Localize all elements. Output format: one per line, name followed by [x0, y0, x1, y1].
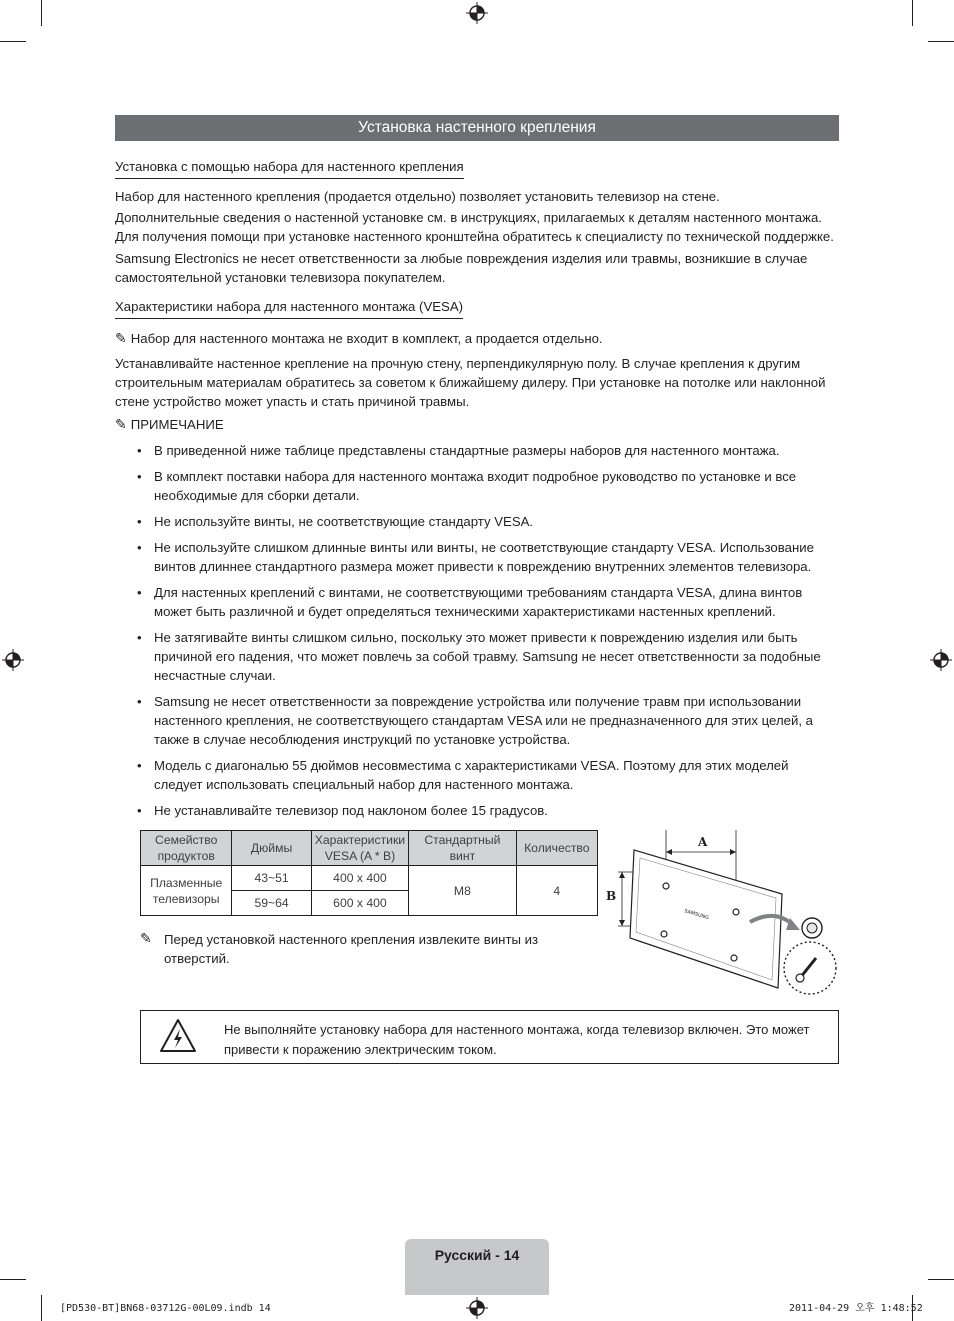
crop-mark [912, 0, 913, 26]
paragraph-additional-info: Дополнительные сведения о настенной установке см. в инструкциях, прилагаемых к деталям настенного монтажа. Для получения помощи при установке настенного кронштейна обратитесь к специалисту по технической поддержке. [115, 210, 834, 244]
table-cell: 43~51 [232, 866, 311, 891]
date-slug: 2011-04-29 오후 1:48:52 [789, 1303, 923, 1314]
note-text: Набор для настенного монтажа не входит в комплект, а продается отдельно. [130, 331, 603, 346]
tv-wall-mount-diagram [600, 826, 840, 996]
list-item: • Не используйте слишком длинные винты или винты, не соответствующие стандарту VESA. Использование винтов длиннее стандартного размера может привести к повреждению внутренних элементов телевизора. [137, 538, 837, 576]
list-item: • Для настенных креплений с винтами, не соответствующими требованиям стандарта VESA, длина винтов может быть различной и будет определяться техническими характеристиками настенных креплений. [137, 583, 837, 621]
pencil-note-icon: ✎ [115, 417, 127, 433]
crop-mark [0, 41, 26, 42]
label-a: A [698, 835, 708, 849]
mount-hole-icon [733, 909, 739, 915]
table-row [141, 866, 598, 891]
crop-mark [928, 41, 954, 42]
list-item: • Не устанавливайте телевизор под наклоном более 15 градусов. [137, 801, 837, 820]
note-text: Перед установкой настенного крепления извлеките винты из отверстий. [164, 932, 539, 966]
table-header: Характеристики VESA (A * B) [311, 831, 408, 866]
notes-list [137, 441, 837, 827]
table-header: Количество [516, 831, 597, 866]
table-cell: 400 x 400 [311, 866, 408, 891]
note-not-included [115, 329, 840, 349]
table-cell: 600 x 400 [311, 891, 408, 916]
mount-hole-icon [731, 955, 737, 961]
section-title: Установка настенного крепления [115, 115, 839, 141]
table-header-row [141, 831, 598, 866]
table-cell-quantity: 4 [516, 866, 597, 916]
note-heading [115, 415, 840, 435]
note-label: ПРИМЕЧАНИЕ [130, 417, 224, 432]
table-header: Семейство продуктов [141, 831, 232, 866]
list-item: • В приведенной ниже таблице представлены стандартные размеры наборов для настенного монтажа. [137, 441, 837, 460]
warning-box [140, 1010, 839, 1064]
paragraph-intro: Набор для настенного крепления (продается отдельно) позволяет установить телевизор на стене. [115, 189, 720, 204]
table-cell-product-family: Плазменные телевизоры [141, 866, 232, 916]
registration-mark-icon [930, 649, 952, 671]
subheading-vesa-specs: Характеристики набора для настенного монтажа (VESA) [115, 298, 463, 319]
pencil-note-icon: ✎ [115, 331, 127, 347]
table-cell: 59~64 [232, 891, 311, 916]
list-item: • Не используйте винты, не соответствующие стандарту VESA. [137, 512, 837, 531]
paragraph-liability: Samsung Electronics не несет ответственности за любые повреждения изделия или травмы, возникшие в случае самостоятельной установки телевизора покупателем. [115, 251, 808, 285]
label-b: B [606, 889, 617, 903]
warning-text: Не выполняйте установку набора для настенного монтажа, когда телевизор включен. Это может привести к поражению электрическим током. [224, 1022, 810, 1057]
note-remove-screws [140, 930, 560, 968]
paragraph-wall-requirements: Устанавливайте настенное крепление на прочную стену, перпендикулярную полу. В случае крепления к другим строительным материалам обратитесь за советом к ближайшему дилеру. При установке на потолке или наклонной стене устройство может упасть и стать причиной травмы. [115, 356, 826, 409]
crop-mark [0, 1279, 26, 1280]
crop-mark [41, 1295, 42, 1321]
registration-mark-icon [2, 649, 24, 671]
list-item: • Samsung не несет ответственности за повреждение устройства или получение травм при использовании настенного крепления, не соответствующего стандартам VESA или не предназначенного для этих целей, а также в случае несоблюдения инструкций по установке устройства. [137, 692, 837, 749]
list-item: • В комплект поставки набора для настенного монтажа входит подробное руководство по установке и все необходимые для сборки детали. [137, 467, 837, 505]
subheading-wall-mount-install: Установка с помощью набора для настенного крепления [115, 158, 464, 179]
pencil-note-icon: ✎ [140, 931, 152, 947]
table-header: Стандартный винт [409, 831, 516, 866]
list-item: • Не затягивайте винты слишком сильно, поскольку это может привести к повреждению изделия или быть причиной его падения, что может повлечь за собой травму. Samsung не несет ответственности за подобные несчастные случаи. [137, 628, 837, 685]
list-item: • Модель с диагональю 55 дюймов несовместима с характеристиками VESA. Поэтому для этих моделей следует использовать специальный набор для настенного монтажа. [137, 756, 837, 794]
vesa-spec-table [140, 830, 598, 916]
brand-logo: SAMSUNG [683, 908, 710, 922]
mount-hole-icon [663, 883, 669, 889]
crop-mark [928, 1279, 954, 1280]
crop-mark [41, 0, 42, 26]
table-cell-screw: M8 [409, 866, 516, 916]
screw-detail-icon [784, 942, 836, 994]
table-header: Дюймы [232, 831, 311, 866]
electric-shock-warning-icon [159, 1018, 197, 1054]
registration-mark-icon [466, 1297, 488, 1319]
file-slug: [PD530-BT]BN68-03712G-00L09.indb 14 [60, 1303, 271, 1314]
registration-mark-icon [466, 2, 488, 24]
mount-hole-icon [661, 931, 667, 937]
page-number: Русский - 14 [405, 1239, 549, 1295]
